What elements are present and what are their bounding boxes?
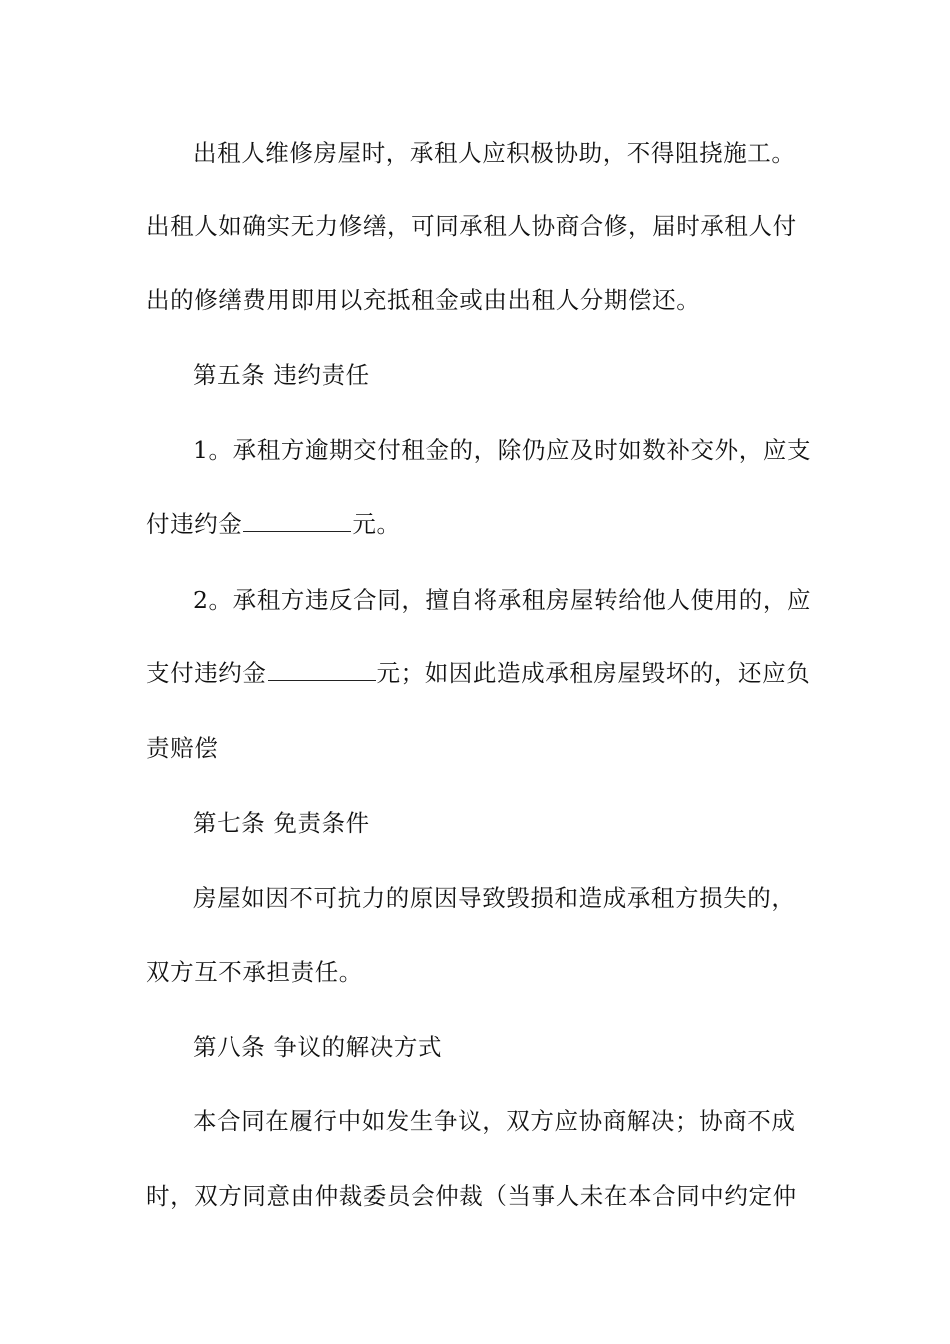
paragraph-line: 本合同在履行中如发生争议，双方应协商解决；协商不成 bbox=[193, 1107, 796, 1135]
section-heading-article-7: 第七条 免责条件 bbox=[193, 809, 370, 837]
paragraph-line: 2。承租方违反合同，擅自将承租房屋转给他人使用的，应 bbox=[193, 586, 812, 614]
paragraph-line: 出租人维修房屋时，承租人应积极协助，不得阻挠施工。 bbox=[193, 139, 796, 167]
paragraph-line: 责赔偿 bbox=[146, 734, 219, 762]
paragraph-line: 双方互不承担责任。 bbox=[146, 958, 363, 986]
section-heading-article-8: 第八条 争议的解决方式 bbox=[193, 1033, 443, 1061]
paragraph-line-with-blank bbox=[146, 655, 816, 691]
paragraph-line: 出租人如确实无力修缮，可同承租人协商合修，届时承租人付 bbox=[146, 212, 797, 240]
line-text: 元。 bbox=[352, 510, 401, 538]
line-text: 元；如因此造成承租房屋毁坏的，还应负 bbox=[376, 659, 811, 687]
paragraph-line: 1。承租方逾期交付租金的，除仍应及时如数补交外，应支 bbox=[193, 436, 812, 464]
line-text: 支付违约金 bbox=[146, 659, 267, 687]
paragraph-line: 出的修缮费用即用以充抵租金或由出租人分期偿还。 bbox=[146, 286, 701, 314]
fill-in-blank[interactable] bbox=[243, 509, 351, 532]
paragraph-line-with-blank bbox=[146, 506, 816, 542]
fill-in-blank[interactable] bbox=[268, 658, 376, 681]
section-heading-article-5: 第五条 违约责任 bbox=[193, 361, 370, 389]
paragraph-line: 房屋如因不可抗力的原因导致毁损和造成承租方损失的， bbox=[193, 884, 796, 912]
line-text: 付违约金 bbox=[146, 510, 243, 538]
paragraph-line: 时，双方同意由仲裁委员会仲裁（当事人未在本合同中约定仲 bbox=[146, 1182, 797, 1210]
